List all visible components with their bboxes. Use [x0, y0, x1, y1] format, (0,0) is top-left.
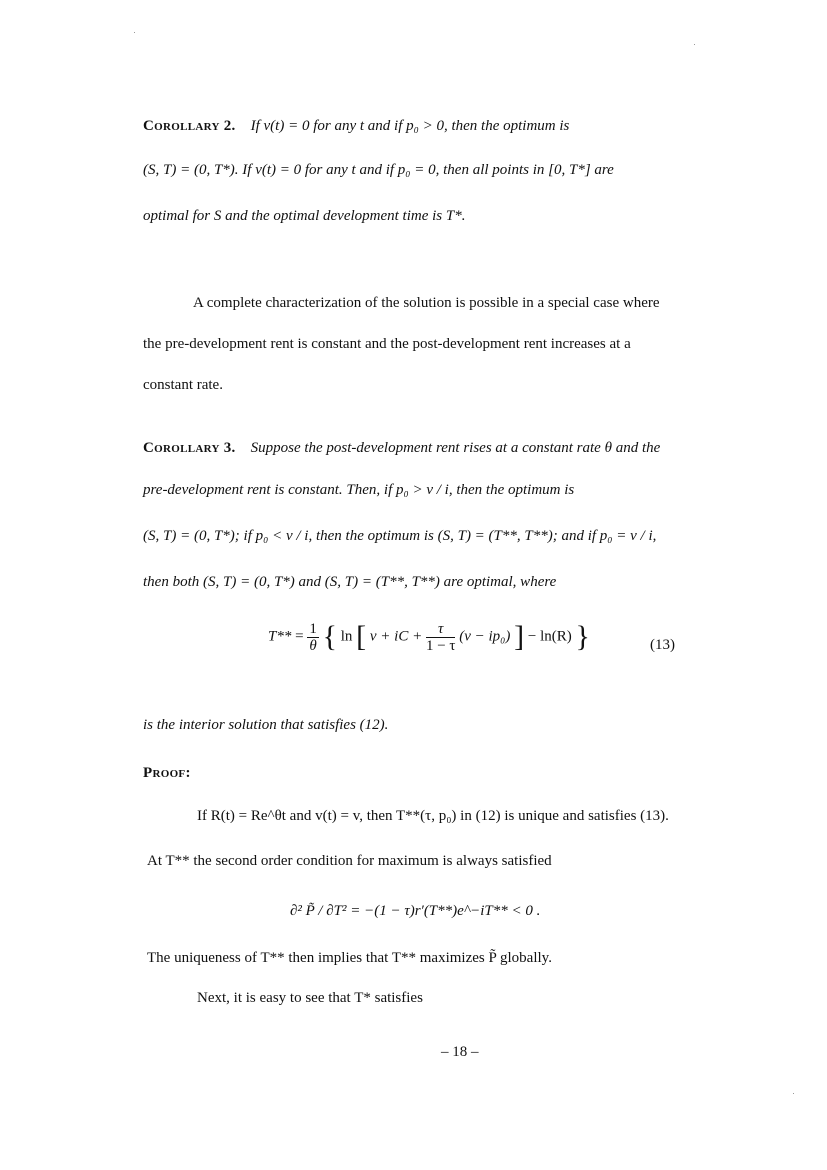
corollary-3-label: Corollary 3. — [143, 440, 236, 456]
eq-fraction-tau — [426, 621, 456, 654]
scan-speck — [694, 44, 695, 45]
proof-line-1: If R(t) = Re^θt and v(t) = v, then T**(τ, p₀) in (12) is unique and satisfies (13). — [197, 808, 669, 824]
eq-fraction-one-over-theta — [307, 621, 319, 654]
eq-ln-2: ln(R) — [540, 628, 572, 645]
corollary-2-label: Corollary 2. — [143, 118, 236, 134]
eq-frac-den: θ — [309, 637, 317, 654]
proof-label: Proof: — [143, 765, 191, 781]
eq-minus: − — [527, 628, 537, 645]
proof-line-3: The uniqueness of T** then implies that T** maximizes P̃ globally. — [147, 950, 552, 966]
equation-number: (13) — [650, 637, 675, 653]
corollary-2-line-3: optimal for S and the optimal development time is T*. — [143, 208, 466, 224]
corollary-2-line-2: (S, T) = (0, T*). If v(t) = 0 for any t and if p₀ = 0, then all points in [0, T*] are — [143, 162, 614, 178]
interior-solution-text: is the interior solution that satisfies (12). — [143, 717, 389, 733]
eq-close-brace: } — [575, 620, 590, 653]
scan-speck — [793, 1093, 794, 1094]
second-order-condition: ∂² P̃ / ∂T² = −(1 − τ)r′(T**)e^−iT** < 0 . — [290, 903, 541, 919]
eq-frac-num: 1 — [309, 620, 317, 637]
eq-equals: = — [295, 628, 304, 645]
proof-line-2: At T** the second order condition for maximum is always satisfied — [147, 853, 552, 869]
eq-tau-den: 1 − τ — [425, 637, 456, 654]
eq-tau-num: τ — [426, 621, 456, 638]
equation-13 — [268, 620, 590, 654]
eq-inner: v + iC + — [369, 628, 423, 645]
corollary-3-line-2: pre-development rent is constant. Then, if p₀ > v / i, then the optimum is — [143, 482, 575, 498]
corollary-2-text-1: If v(t) = 0 for any t and if p₀ > 0, then the optimum is — [250, 118, 570, 134]
eq-open-brace: { — [322, 620, 337, 653]
paragraph-line-3: constant rate. — [143, 377, 223, 393]
eq-ln-1: ln — [340, 628, 353, 645]
corollary-3-text-1: Suppose the post-development rent rises at a constant rate θ and the — [250, 440, 661, 456]
page-number: – 18 – — [441, 1044, 479, 1060]
eq-tail: (v − ip₀) — [459, 628, 511, 645]
scan-speck — [134, 32, 135, 33]
paragraph-line-2: the pre-development rent is constant and the post-development rent increases at a — [143, 336, 631, 352]
corollary-2-line-1 — [143, 118, 569, 135]
eq-lhs: T** — [268, 628, 292, 645]
corollary-3-line-3: (S, T) = (0, T*); if p₀ < v / i, then the optimum is (S, T) = (T**, T**); and if p₀ = v / i, — [143, 528, 657, 544]
proof-line-4: Next, it is easy to see that T* satisfies — [197, 990, 423, 1006]
eq-open-bracket: [ — [356, 620, 367, 653]
paragraph-line-1: A complete characterization of the solution is possible in a special case where — [193, 295, 660, 311]
eq-close-bracket: ] — [514, 620, 525, 653]
corollary-3-line-4: then both (S, T) = (0, T*) and (S, T) = (T**, T**) are optimal, where — [143, 574, 557, 590]
corollary-3-line-1 — [143, 440, 660, 457]
